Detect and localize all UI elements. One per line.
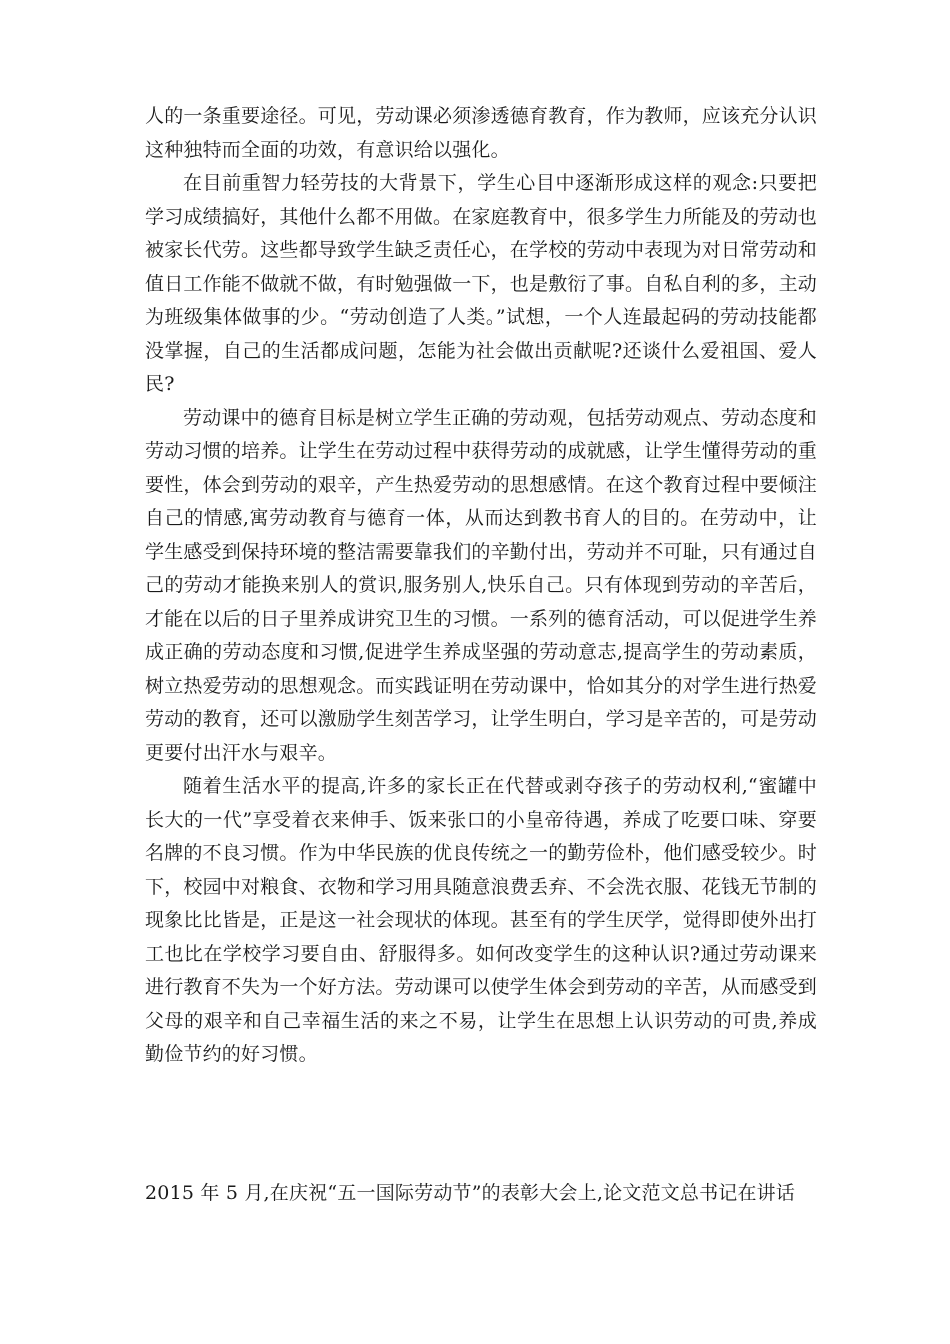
document-body	[145, 100, 817, 1072]
paragraph-continuation: 人的一条重要途径。可见，劳动课必须渗透德育教育，作为教师，应该充分认识这种独特而全面的功效，有意识给以强化。	[145, 105, 818, 161]
paragraph-living-standard: 随着生活水平的提高,许多的家长正在代替或剥夺孩子的劳动权利,“蜜罐中长大的一代”享受着衣来伸手、饭来张口的小皇帝待遇，养成了吃要口味、穿要名牌的不良习惯。作为中华民族的优良传统之一的勤劳俭朴，他们感受较少。时下，校园中对粮食、衣物和学习用具随意浪费丢弃、不会洗衣服、花钱无节制的现象比比皆是，正是这一社会现状的体现。甚至有的学生厌学，觉得即使外出打工也比在学校学习要自由、舒服得多。如何改变学生的这种认识?通过劳动课来进行教育不失为一个好方法。劳动课可以使学生体会到劳动的辛苦，从而感受到父母的艰辛和自己幸福生活的来之不易，让学生在思想上认识劳动的可贵,养成勤俭节约的好习惯。	[145, 775, 818, 1065]
paragraph-labor-concept: 在目前重智力轻劳技的大背景下，学生心目中逐渐形成这样的观念:只要把学习成绩搞好，其他什么都不用做。在家庭教育中，很多学生力所能及的劳动也被家长代劳。这些都导致学生缺乏责任心，在学校的劳动中表现为对日常劳动和值日工作能不做就不做，有时勉强做一下，也是敷衍了事。自私自利的多，主动为班级集体做事的少。“劳动创造了人类。”试想，一个人连最起码的劳动技能都没掌握，自己的生活都成问题，怎能为社会做出贡献呢?还谈什么爱祖国、爱人民?	[145, 172, 818, 395]
paragraph-trailing-line: 2015 年 5 月,在庆祝“五一国际劳动节”的表彰大会上,论文范文总书记在讲话	[145, 1182, 796, 1204]
paragraph-moral-goal: 劳动课中的德育目标是树立学生正确的劳动观，包括劳动观点、劳动态度和劳动习惯的培养。让学生在劳动过程中获得劳动的成就感，让学生懂得劳动的重要性，体会到劳动的艰辛，产生热爱劳动的思想感情。在这个教育过程中要倾注自己的情感,寓劳动教育与德育一体，从而达到教书育人的目的。在劳动中，让学生感受到保持环境的整洁需要靠我们的辛勤付出，劳动并不可耻，只有通过自己的劳动才能换来别人的赏识,服务别人,快乐自己。只有体现到劳动的辛苦后，才能在以后的日子里养成讲究卫生的习惯。一系列的德育活动，可以促进学生养成正确的劳动态度和习惯,促进学生养成坚强的劳动意志,提高学生的劳动素质，树立热爱劳动的思想观念。而实践证明在劳动课中，恰如其分的对学生进行热爱劳动的教育，还可以激励学生刻苦学习，让学生明白，学习是辛苦的，可是劳动更要付出汗水与艰辛。	[145, 406, 818, 764]
